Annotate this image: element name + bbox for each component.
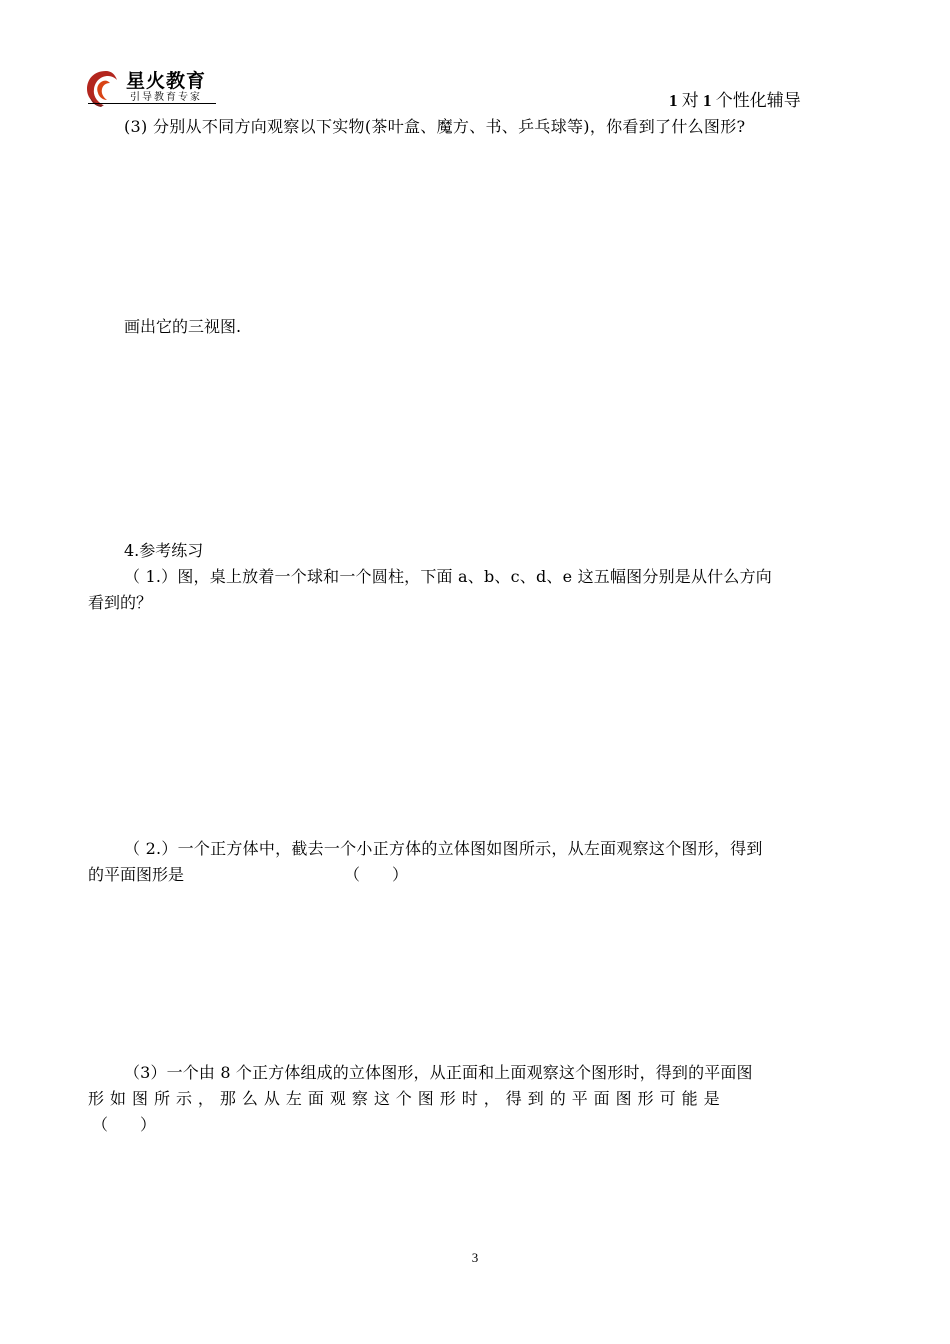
- exercise-2-line-1: （ 2.）一个正方体中，截去一个小正方体的立体图如图所示，从左面观察这个图形，得到: [124, 839, 763, 858]
- question-3-observe-objects: (3) 分别从不同方向观察以下实物(茶叶盒、魔方、书、乒乓球等)，你看到了什么图形?: [124, 117, 746, 136]
- brand-logo: [84, 66, 224, 108]
- flame-swirl-logo-icon: [84, 67, 122, 107]
- logo-name: 星火教育: [126, 70, 207, 92]
- tagline-middle: 对: [677, 91, 703, 110]
- exercise-3-answer-blank: （ ）: [92, 1115, 157, 1134]
- draw-three-views-prompt: 画出它的三视图.: [124, 317, 242, 336]
- exercise-3-line-1: （3）一个由 8 个正方体组成的立体图形，从正面和上面观察这个图形时，得到的平面图: [124, 1063, 753, 1082]
- tagline-number-2: 1: [703, 91, 712, 110]
- exercise-3-line-2: 形 如 图 所 示 ， 那 么 从 左 面 观 察 这 个 图 形 时 ， 得 到 的 平 面 图 形 可 能 是: [88, 1089, 721, 1108]
- tagline-number-1: 1: [669, 91, 678, 110]
- page-number: 3: [471, 1250, 479, 1265]
- exercise-2-answer-blank: （ ）: [344, 865, 409, 884]
- tagline-end: 个性化辅导: [711, 91, 801, 110]
- header-tagline: [669, 86, 801, 111]
- section-4-title: 4.参考练习: [124, 541, 204, 560]
- header-rule: [88, 103, 216, 104]
- logo-slogan: 引导教育专家: [130, 92, 202, 103]
- exercise-1-line-2: 看到的？: [88, 593, 153, 612]
- exercise-1-line-1: （ 1.）图，桌上放着一个球和一个圆柱，下面 a、b、c、d、e 这五幅图分别是从什么方向: [124, 567, 772, 586]
- exercise-2-line-2: 的平面图形是: [88, 865, 185, 884]
